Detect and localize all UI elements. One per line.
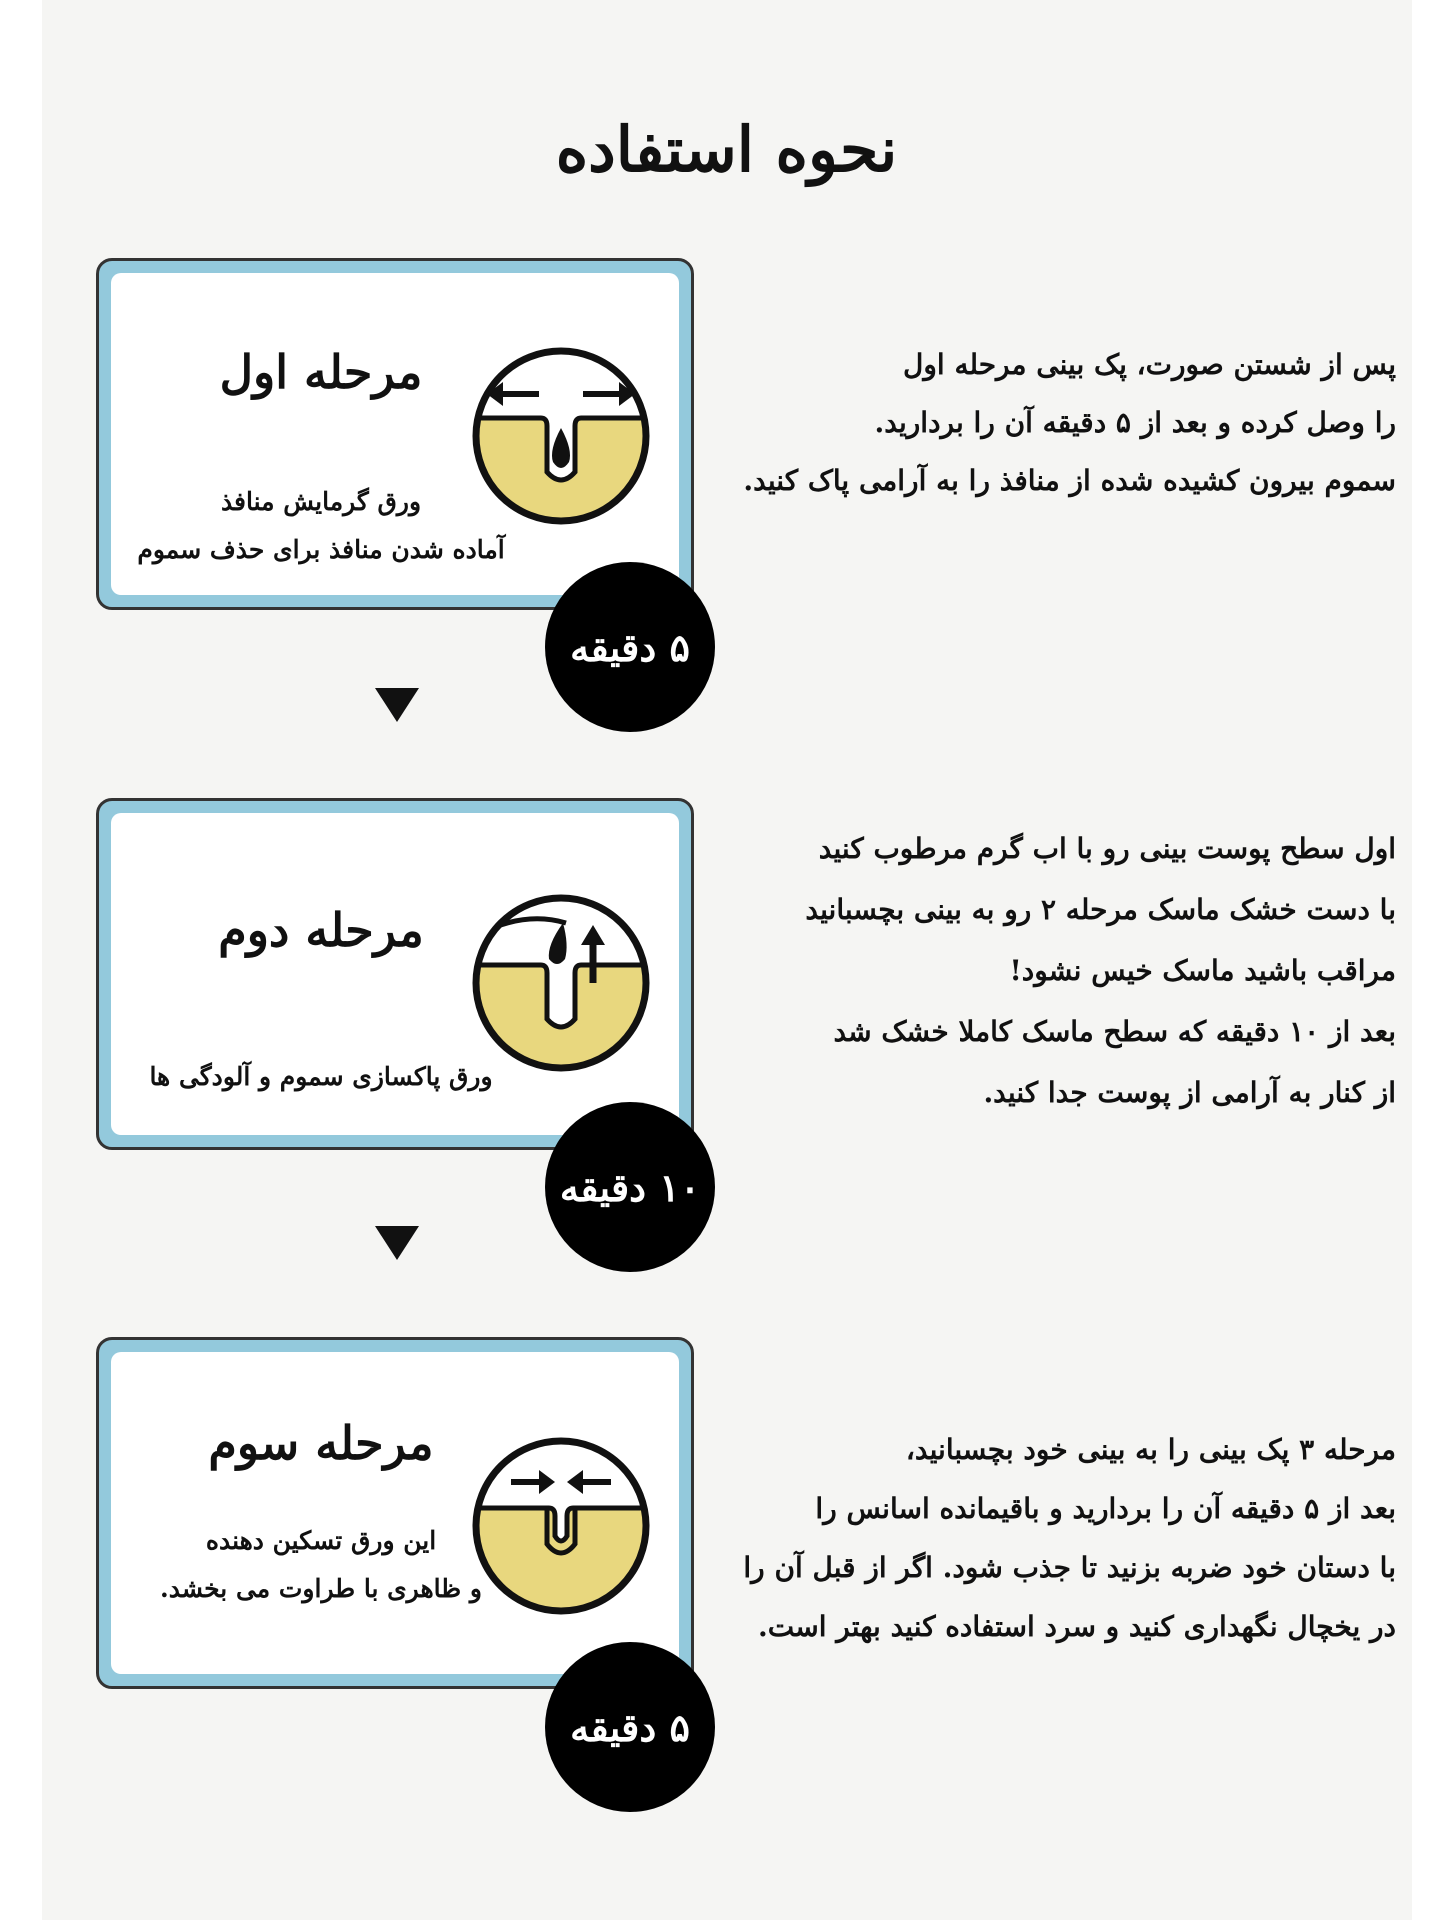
description-line: از کنار به آرامی از پوست جدا کنید. xyxy=(983,1076,1396,1109)
step-title: مرحله سوم xyxy=(208,1416,434,1470)
step-card xyxy=(96,258,694,610)
time-badge: ۵ دقیقه xyxy=(545,1642,715,1812)
step-card-inner xyxy=(111,273,679,595)
step-description xyxy=(712,336,1396,510)
step-card xyxy=(96,798,694,1150)
description-line: در یخچال نگهداری کنید و سرد استفاده کنید بهتر است. xyxy=(758,1610,1396,1643)
description-line: اول سطح پوست بینی رو با اب گرم مرطوب کنید xyxy=(818,832,1396,865)
description-line: بعد از ۵ دقیقه آن را بردارید و باقیمانده اسانس را xyxy=(815,1492,1396,1525)
step-subtitle-line-2: و ظاهری با طراوت می بخشد. xyxy=(160,1574,482,1603)
step-subtitle-line-2: آماده شدن منافذ برای حذف سموم xyxy=(137,535,505,564)
time-badge: ۱۰ دقیقه xyxy=(545,1102,715,1272)
down-arrow-icon xyxy=(375,1226,419,1260)
description-line: بعد از ۱۰ دقیقه که سطح ماسک کاملا خشک شد xyxy=(833,1015,1396,1048)
down-arrow-icon xyxy=(375,688,419,722)
step-description xyxy=(712,1420,1396,1656)
description-line: با دست خشک ماسک مرحله ۲ رو به بینی بچسبانید xyxy=(805,893,1396,926)
time-badge: ۵ دقیقه xyxy=(545,562,715,732)
description-line: مرحله ۳ پک بینی را به بینی خود بچسبانید، xyxy=(905,1433,1396,1466)
description-line: پس از شستن صورت، پک بینی مرحله اول xyxy=(903,348,1396,381)
description-line: با دستان خود ضربه بزنید تا جذب شود. اگر از قبل آن را xyxy=(743,1551,1396,1584)
description-line: سموم بیرون کشیده شده از منافذ را به آرامی پاک کنید. xyxy=(743,464,1396,497)
step-card-inner xyxy=(111,813,679,1135)
description-line: را وصل کرده و بعد از ۵ دقیقه آن را بردارید. xyxy=(874,406,1396,439)
pore-close-icon xyxy=(471,1436,651,1616)
step-subtitle-line-1: ورق گرمایش منافذ xyxy=(220,487,422,516)
step-title: مرحله دوم xyxy=(218,903,424,957)
pore-open-icon xyxy=(471,346,651,526)
page-title: نحوه استفاده xyxy=(555,113,898,186)
step-title: مرحله اول xyxy=(219,345,423,399)
step-card xyxy=(96,1337,694,1689)
step-subtitle-line-1: این ورق تسکین دهنده xyxy=(205,1526,437,1555)
step-card-inner xyxy=(111,1352,679,1674)
pore-extract-icon xyxy=(471,893,651,1073)
step-description xyxy=(712,818,1396,1123)
description-line: مراقب باشید ماسک خیس نشود! xyxy=(1009,954,1396,987)
step-subtitle-line-1: ورق پاکسازی سموم و آلودگی ها xyxy=(149,1062,493,1091)
